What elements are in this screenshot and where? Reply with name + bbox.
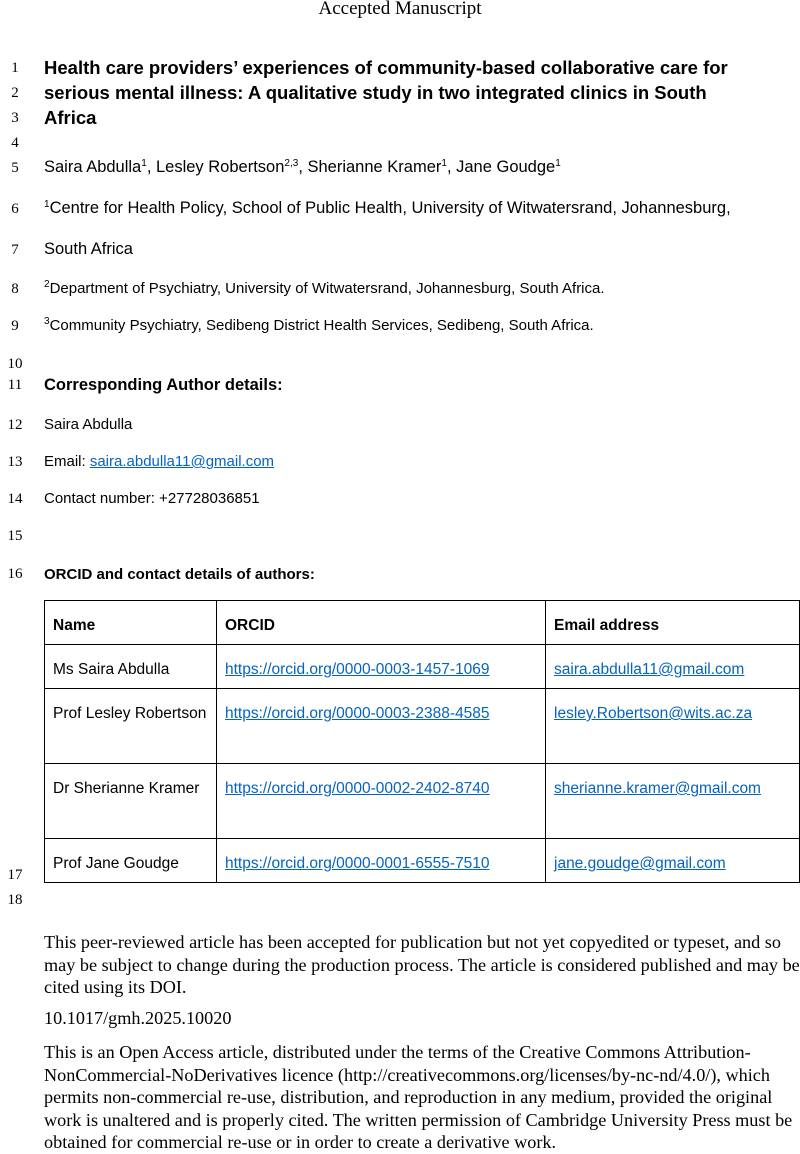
table-row: [45, 689, 800, 764]
table-cell-email: [546, 839, 800, 883]
table-cell-email: [546, 645, 800, 689]
table-header-row: [45, 601, 800, 645]
orcid-link[interactable]: https://orcid.org/0000-0001-6555-7510: [225, 855, 490, 872]
orcid-link[interactable]: https://orcid.org/0000-0002-2402-8740: [225, 780, 490, 797]
table-row: [45, 764, 800, 839]
affiliation-3: [44, 317, 594, 334]
table-header-cell: Email address: [546, 601, 800, 645]
paper-title-line: Health care providers’ experiences of community-based collaborative care for: [44, 57, 728, 78]
separator: ,: [146, 158, 156, 176]
affiliation-text: Department of Psychiatry, University of Witwatersrand, Johannesburg, South Africa.: [49, 280, 605, 297]
line-number: 5: [11, 160, 19, 176]
orcid-link[interactable]: https://orcid.org/0000-0003-2388-4585: [225, 705, 490, 722]
author-affiliation-mark: 1: [555, 158, 561, 169]
table-cell-orcid: [217, 645, 546, 689]
author-name: Lesley Robertson: [155, 158, 285, 176]
email-link[interactable]: sherianne.kramer@gmail.com: [554, 780, 761, 797]
corresponding-name: Saira Abdulla: [44, 416, 133, 433]
publication-notice: This peer-reviewed article has been accepted for publication but not yet copyedited or typeset, and so may be subject to change during the production process. The article is considered published and may be cited using its DOI.: [44, 932, 800, 997]
table-cell-name: Ms Saira Abdulla: [45, 645, 217, 689]
affiliation-text: Community Psychiatry, Sedibeng District Health Services, Sedibeng, South Africa.: [49, 317, 594, 334]
author-list: [44, 158, 561, 177]
email-link[interactable]: jane.goudge@gmail.com: [554, 855, 726, 872]
affiliation-1-cont: South Africa: [44, 240, 133, 258]
line-number: 4: [11, 135, 19, 151]
corresponding-heading: Corresponding Author details:: [44, 376, 283, 394]
author-affiliation-mark: 1: [141, 158, 147, 169]
table-cell-name: Dr Sherianne Kramer: [45, 764, 217, 839]
table-row: [45, 839, 800, 883]
line-number: 16: [7, 566, 23, 582]
author-affiliation-mark: 2,3: [284, 158, 299, 169]
table-header-cell: Name: [45, 601, 217, 645]
page-header: Accepted Manuscript: [318, 0, 482, 19]
email-link[interactable]: saira.abdulla11@gmail.com: [89, 453, 275, 470]
author-name: Sherianne Kramer: [307, 158, 442, 176]
line-number: 18: [7, 892, 23, 908]
table-cell-orcid: [217, 839, 546, 883]
table-header-cell: ORCID: [217, 601, 546, 645]
table-cell-email: [546, 764, 800, 839]
affiliation-text: Centre for Health Policy, School of Public Health, University of Witwatersrand, Johannesburg,: [49, 199, 731, 217]
line-number: 2: [11, 85, 19, 101]
authors-table: [44, 600, 800, 883]
corresponding-email: [44, 453, 274, 470]
affiliation-2: [44, 280, 605, 297]
table-cell-orcid: [217, 689, 546, 764]
paper-title-line: Africa: [44, 107, 97, 128]
corresponding-contact: Contact number: +27728036851: [44, 490, 260, 507]
table-row: [45, 645, 800, 689]
table-cell-email: [546, 689, 800, 764]
separator: ,: [446, 158, 457, 176]
affiliation-mark: 3: [44, 316, 50, 327]
orcid-heading: ORCID and contact details of authors:: [44, 566, 315, 583]
line-number: 10: [7, 356, 23, 372]
line-number: 8: [11, 281, 19, 297]
license-notice: This is an Open Access article, distributed under the terms of the Creative Commons Attribution-NonCommercial-NoDerivatives licence (http://creativecommons.org/licenses/by-nc-nd/4.0/), which permits non-commercial re-use, distribution, and reproduction in any medium, provided the original work is unaltered and is properly cited. The written permission of Cambridge University Press must be obtained for commercial re-use or in order to create a derivative work.: [44, 1042, 793, 1152]
line-number: 7: [11, 242, 19, 258]
line-number: 1: [11, 60, 19, 76]
paper-title-line: serious mental illness: A qualitative study in two integrated clinics in South: [44, 82, 707, 103]
table-cell-name: Prof Lesley Robertson: [45, 689, 217, 764]
author-affiliation-mark: 1: [441, 158, 447, 169]
email-label: Email:: [44, 453, 90, 470]
line-number: 14: [7, 491, 23, 507]
orcid-link[interactable]: https://orcid.org/0000-0003-1457-1069: [225, 661, 490, 678]
affiliation-mark: 2: [44, 279, 50, 290]
line-number: 6: [11, 201, 19, 217]
line-number: 3: [11, 110, 19, 126]
email-link[interactable]: saira.abdulla11@gmail.com: [554, 661, 745, 678]
line-number: 12: [7, 417, 23, 433]
email-link[interactable]: lesley.Robertson@wits.ac.za: [554, 705, 753, 722]
table-cell-name: Prof Jane Goudge: [45, 839, 217, 883]
table-cell-orcid: [217, 764, 546, 839]
line-number: 15: [7, 528, 23, 544]
affiliation-mark: 1: [44, 199, 50, 210]
doi: 10.1017/gmh.2025.10020: [44, 1008, 232, 1028]
line-number: 11: [7, 377, 23, 393]
author-name: Jane Goudge: [456, 158, 556, 176]
author-name: Saira Abdulla: [44, 158, 142, 176]
line-number: 9: [11, 318, 19, 334]
line-number: 13: [7, 454, 23, 470]
line-number: 17: [7, 867, 23, 883]
separator: ,: [298, 158, 308, 176]
affiliation-1: [44, 199, 731, 218]
